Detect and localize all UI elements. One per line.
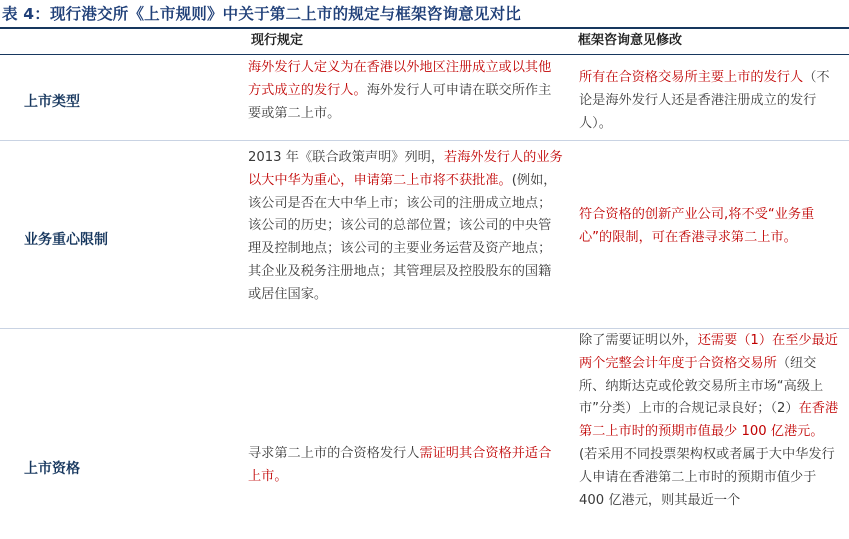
row-label-qualification: 上市资格 <box>24 461 80 477</box>
title-rule <box>0 27 849 29</box>
row3-framework-seg-0: 除了需要证明以外， <box>579 333 698 348</box>
row3-framework-seg-3: 在香港第二上市时的预期市值最少 100 亿港元。 <box>579 401 839 440</box>
row3-framework-cell <box>579 330 841 512</box>
row3-framework-seg-4: (若采用不同投票架构权或者属于大中华发行人申请在香港第二上市时的预期市值少于 400 亿港元，则其最近一个 <box>579 446 835 508</box>
row1-framework-seg-0: 所有在合资格交易所主要上市的发行人 <box>579 70 804 85</box>
row2-current-seg-2: (例如，该公司是否在大中华上市；该公司的注册成立地点；该公司的历史；该公司的总部位置；该公司的中央管理及控制地点；该公司的主要业务运营及资产地点；其企业及税务注册地点；其管理层及控股股东的国籍或居住国家。 <box>248 172 557 302</box>
row-label-listing-type: 上市类型 <box>24 94 80 110</box>
row3-framework-seg-1: 还需要（1）在至少最近两个完整会计年度于合资格交易所 <box>579 333 838 371</box>
row1-current-seg-1: 海外发行人可申请在联交所作主要或第二上市。 <box>248 82 552 121</box>
row3-current-seg-0: 寻求第二上市的合资格发行人 <box>248 446 420 461</box>
row1-framework-cell <box>579 67 841 135</box>
header-framework: 框架咨询意见修改 <box>578 33 683 48</box>
row2-framework-seg-0: 符合资格的创新产业公司,将不受“业务重心”的限制，可在香港寻求第二上市。 <box>579 207 815 245</box>
row1-current-cell <box>248 57 553 125</box>
row3-current-cell <box>248 443 558 489</box>
row2-current-seg-0: 2013 年《联合政策声明》列明， <box>248 150 445 165</box>
header-current: 现行规定 <box>251 33 304 48</box>
row2-current-cell <box>248 147 563 307</box>
row1-framework-seg-1: （不论是海外发行人还是香港注册成立的发行人）。 <box>579 70 830 131</box>
row2-framework-cell <box>579 204 841 250</box>
row-separator-1 <box>0 140 849 141</box>
table-title: 表 4：现行港交所《上市规则》中关于第二上市的规定与框架咨询意见对比 <box>2 5 521 23</box>
row2-current-seg-1: 若海外发行人的业务以大中华为重心，申请第二上市将不获批准。 <box>248 150 563 188</box>
row3-current-seg-1: 需证明其合资格并适合上市。 <box>248 446 552 484</box>
row-separator-2 <box>0 328 849 329</box>
header-rule <box>0 54 849 55</box>
row1-current-seg-0: 海外发行人定义为在香港以外地区注册成立或以其他方式成立的发行人。 <box>248 60 552 98</box>
row-label-business-focus: 业务重心限制 <box>24 232 108 248</box>
row3-framework-seg-2: （纽交所、纳斯达克或伦敦交易所主市场“高级上市”分类）上市的合规记录良好；（2） <box>579 355 824 417</box>
